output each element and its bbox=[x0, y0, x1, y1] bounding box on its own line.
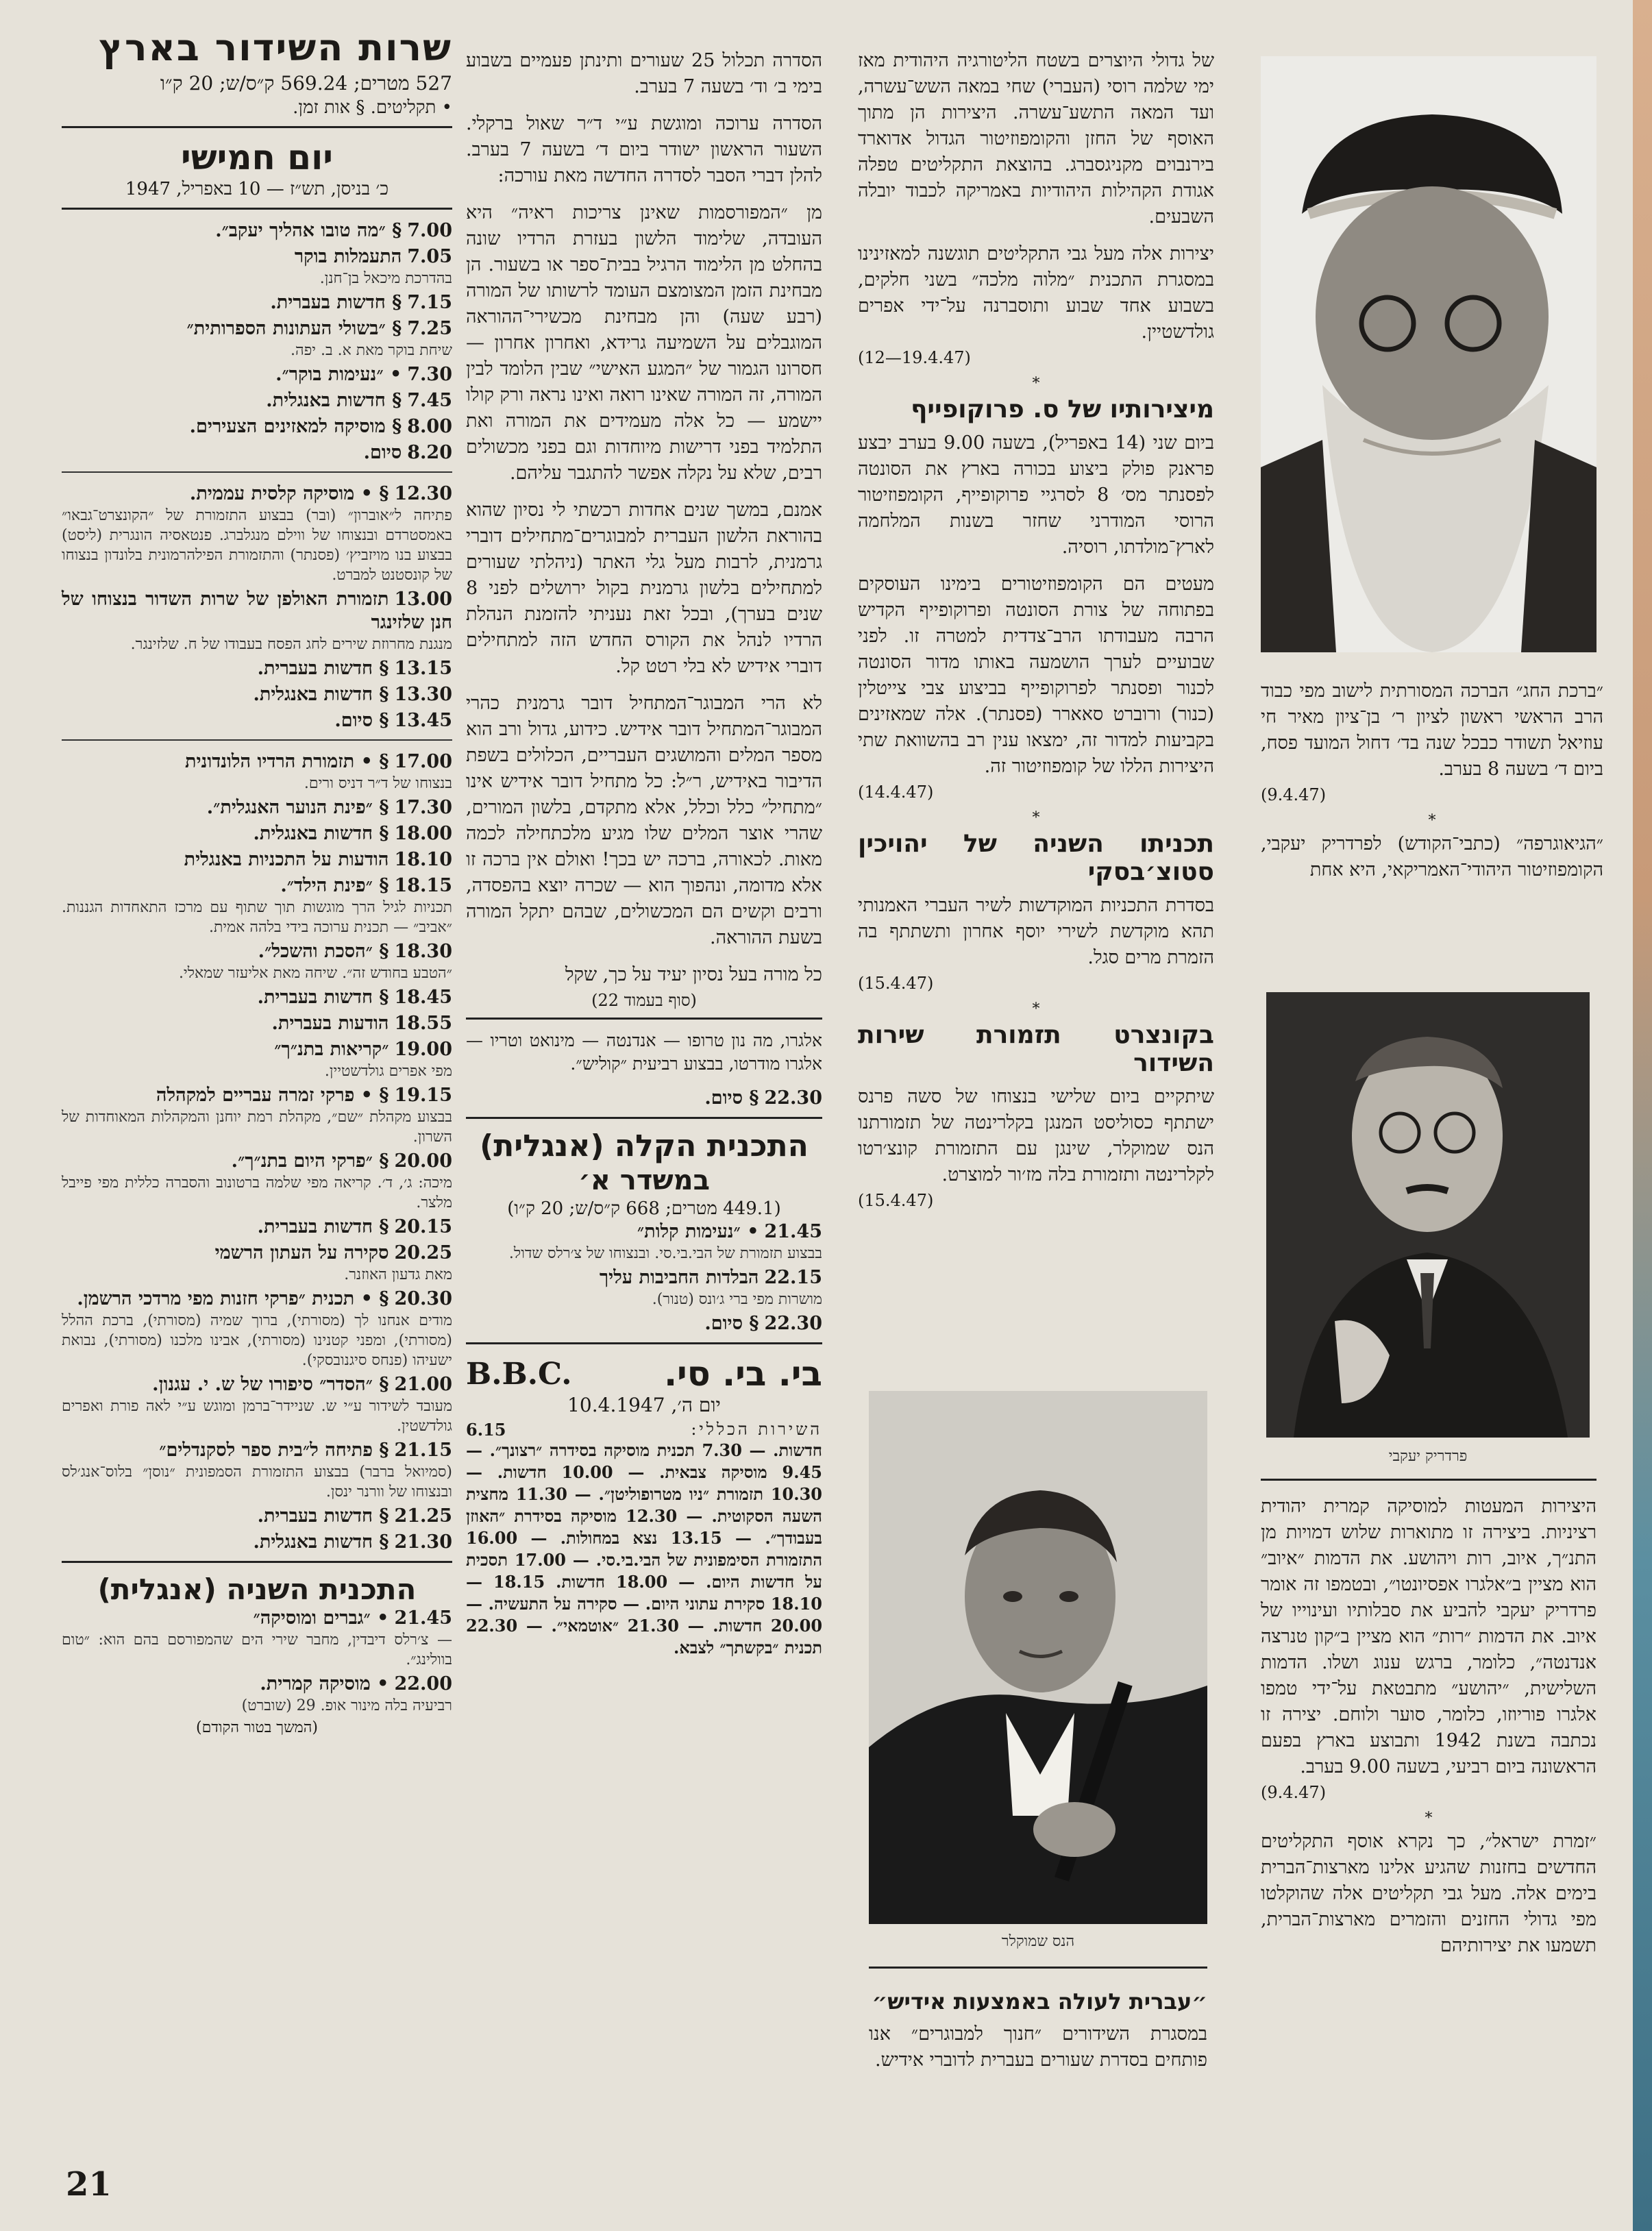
bbc-title-latin: B.B.C. bbox=[466, 1356, 572, 1392]
schedule-item: 20.25סקירה על העתון הרשמי מאת גדעון האוזנר. bbox=[214, 1242, 452, 1283]
article-paragraph: שיתקיים ביום שלישי בנצוחו של סשה פרנס ישתתף כסוליסט המנגן בקלרינטה של תזמורתנו הנס שמוקלר, שינגן עם התזמורת קונצ׳רטו לקלרינטה ותזמורת בלה מז׳ור למוצרט. bbox=[858, 1086, 1214, 1185]
schedule-item: 21.30§ חדשות באנגלית. bbox=[253, 1531, 452, 1553]
schedule-item: 7.25§ ״בשולי העתונות הספרותית״ שיחת בוקר מאת א. ב. יפה. bbox=[186, 318, 452, 359]
schedule-item: 21.45• ״גברים ומוסיקה״ — צ׳רלס דיבדין, מחבר שירי הים שהמפורסם בהם הוא: ״טום בוולינג״. bbox=[62, 1607, 452, 1668]
article-paragraph: לא הרי המבוגר־המתחיל דובר גרמנית כהרי המבוגר־המתחיל דובר אידיש. כידוע, גדול ורב הוא מספר המלים והמושגים העבריים, הכלולים בשפת הדיבור באידיש, ר״ל: כל מתחיל דובר אידיש אינו ״מתחיל״ כלל וכלל, אלא מתקדם, בלשון המורים, שהרי אוצר המלים שלו מגיע מלכתחילה לכמה מאות. לכאורה, ברכה יש בכך! ואולם אין ברכה זו אלא מדומה, ונהפוך הוא — שכרה יוצא בהפסדה, ורבים וקשים הם המכשולים, שבהם יתקל המורה בשעת ההוראה. bbox=[466, 693, 822, 948]
schedule-item: 17.00§ • תזמורת הרדיו הלונדונית בנצוחו של ד״ר דניס ורים. bbox=[185, 751, 452, 792]
continued-marker: (סוף בעמוד 22) bbox=[591, 991, 697, 1010]
light-program-subtitle: במשדר א׳ bbox=[578, 1165, 711, 1196]
schedule-item: 22.30§ סיום. bbox=[704, 1313, 822, 1334]
light-program-frequency: (449.1 מטרים; 668 ק״ס/ש; 20 ק״ו) bbox=[507, 1198, 781, 1219]
bbc-title-hebrew: בי. בי. סי. bbox=[664, 1354, 822, 1394]
schedule-item: 18.30§ ״הסכת והשכל״. ״הטבע בחודש זה״. שיחה מאת אליעזר שמאלי. bbox=[178, 941, 452, 982]
article-paragraph: ״הגיאוגרפה״ (כתבי־הקודש) לפרדריק יעקבי, הקומפוזיטור היהודי־האמריקאי, היא אחת bbox=[1261, 833, 1603, 880]
schedule-item: 13.15§ חדשות בעברית. bbox=[257, 658, 452, 679]
divider bbox=[62, 1561, 452, 1563]
second-program-title: התכנית השניה (אנגלית) bbox=[97, 1573, 417, 1606]
light-program-list bbox=[466, 1220, 822, 1335]
schedule-item: 13.45§ סיום. bbox=[334, 710, 452, 731]
section-marker: ⁎ bbox=[1425, 1805, 1433, 1822]
page-number: 21 bbox=[66, 2165, 112, 2204]
schedule-item: 22.00• מוסיקה קמרית. רביעיה בלה מינור אופ. 29 (שוברט) bbox=[241, 1673, 452, 1714]
caption-smokler: הנס שמוקלר bbox=[1001, 1933, 1075, 1950]
article-paragraph: הסדרה תכלול 25 שעורים ותינתן פעמיים בשבוע בימי ב׳ וד׳ בשעה 7 בערב. bbox=[466, 50, 822, 97]
article-column bbox=[466, 48, 822, 1670]
masthead: שרות השידור בארץ bbox=[99, 26, 452, 69]
divider bbox=[466, 1018, 822, 1020]
section-marker: ⁎ bbox=[1032, 370, 1040, 387]
music-text: אלגרו, מה נון טרופו — אנדנטה — מינואט וטריו — אלגרו מודרטו, בבצוע רביעית ״קוליש״. bbox=[466, 1031, 822, 1074]
divider bbox=[62, 208, 452, 210]
divider bbox=[466, 1117, 822, 1119]
broadcast-schedule-column bbox=[62, 27, 452, 1736]
date-reference: (9.4.47) bbox=[1261, 1783, 1327, 1802]
heading-yiddish-course: ״עברית לעולה באמצעות אידיש״ bbox=[872, 1988, 1207, 2014]
schedule-item: 21.15§ פתיחה ל״בית ספר לסקנדלים״ (סמיואל ברבר) בבצוע התזמורת הסמפונית ״נוסן״ בלוס־אנג׳לס ובנצוחו של וורנר ינסן. bbox=[62, 1440, 452, 1501]
portrait-illustration bbox=[1266, 992, 1590, 1438]
schedule-item: 8.00§ מוסיקה למאזינים הצעירים. bbox=[189, 416, 452, 437]
bbc-masthead bbox=[466, 1354, 822, 1394]
yiddish-announcement bbox=[869, 1980, 1207, 2084]
schedule-item: 7.30• ״נעימות בוקר״. bbox=[275, 364, 452, 385]
section-marker: ⁎ bbox=[1428, 807, 1436, 824]
article-paragraph: אמנם, במשך שנים אחדות רכשתי לי נסיון שהוא בהוראת הלשון העברית למבוגרים־מתחילים דוברי גרמנית, לרבות מעל גלי האתר (ניהלתי שעורים למתחילים בלשון גרמנית בקול ירושלים לפני 8 שנים בערך), ובכל זאת נעניתי להזמנת הנהלת הרדיו לנהל את הקורס החדש הזה למתחילים דוברי אידיש לא בלי רטט קל. bbox=[466, 500, 822, 677]
photo-clarinetist bbox=[869, 1391, 1207, 1924]
article-paragraph: של גדולי היוצרים בשטח הליטורגיה היהודית מאז ימי שלמה רוסי (העברי) שחי במאה השש־עשרה, ועד המאה התשע־עשרה. היצירות הן מתוך האוסף של החזן והקומפוזיטור הגדול אדוארד בירנבוים מקניגסברג. בהוצאת התקליטים טפלה אגודת הקהילות היהודיות באמריקה לכבוד יובלה השבעים. bbox=[858, 50, 1214, 227]
schedule-item: 7.45§ חדשות באנגלית. bbox=[266, 390, 452, 411]
article-paragraph: במסגרת השידורים ״חנוך למבוגרים״ אנו פותחים בסדרת שעורים בעברית לדוברי אידיש. bbox=[869, 2023, 1207, 2071]
heading-concert: בקונצרט תזמורת שירות השידור bbox=[858, 1021, 1214, 1077]
schedule-item: 8.20סיום. bbox=[363, 442, 452, 463]
photo-jacobi bbox=[1266, 992, 1590, 1438]
divider bbox=[1261, 1479, 1596, 1481]
article-paragraph: מן ״המפורסמות שאינן צריכות ראיה״ היא העובדה, שלימוד הלשון בעזרת הרדיו שונה בהחלט מן הלימוד הרגיל בבית־ספר או בשעור. הן מבחינת הזמן המצומצם העומד לרשותו של המורה (רבע שעה) והן מבחינת מכשירי־ההוראה המוגבלים על השמיעה גרידא, ואחרון אחרון — חסרונו הגמור של ״המגע האישי״ שבין הלומד לבין המורה, זה המורה שאינו רואה ואינו נראה ורק קולו יישמע — כל אלה מעמידים את המורה ואת התלמיד בפני דרישות מיוחדות וגם בפני מכשולים רבים, שלא על נקלה אפשר להתגבר עליהם. bbox=[466, 202, 822, 484]
frequency-line: 527 מטרים; 569.24 ק״ס/ש; 20 ק״ו bbox=[160, 72, 452, 95]
schedule-item: 22.15הבלדות החביבות עליך מושרות מפי ברי ג׳ונס (טנור). bbox=[599, 1267, 822, 1308]
announcements-column bbox=[858, 48, 1214, 1210]
divider bbox=[62, 471, 452, 473]
symbol-legend: • תקליטים. § אות זמן. bbox=[293, 97, 452, 118]
article-paragraph: ״זמרת ישראל״, כך נקרא אוסף התקליטים החדשים בחזנות שהגיע אלינו מארצות־הברית בימים אלה. מעל גבי תקליטים אלה שהוקלטו מפי גדולי החזנים והזמרים מארצות־הברית, תשמעו את יצירותיהם bbox=[1261, 1831, 1596, 1956]
photo-rabbi bbox=[1261, 56, 1596, 652]
continued-note: (המשך בטור הקודם) bbox=[196, 1719, 318, 1736]
divider bbox=[466, 1342, 822, 1344]
schedule-item: 13.00תזמורת האולפן של שרות השדור בנצוחו של חנן שלזינגר מנגנת מחרוזת שירים לחג הפסח בעבודו של ח. שלזינגר. bbox=[62, 589, 452, 653]
bbc-schedule-text: חדשות. — 7.30 תכנית מוסיקה בסידרה ״רצונך״. — 9.45 מוסיקה צבאית. — 10.00 חדשות. — 10.30 תזמורת ״ניו מטרופוליטן״. — 11.30 מחצית השעה הסקוטית. — 12.30 מוסיקה בסידרת ״האוזן בעבודך״. — 13.15 נצא במחולות. — 16.00 התזמורת הסימפונית של הבי.בי.סי. — 17.00 תסכית על חדשות היום. — 18.00 חדשות. 18.15 — 18.10 סקירת עתוני היום. — סקירה על התעשיה. — 20.00 חדשות. — 21.30 ״אוטמאי״. — 22.30 תכנית ״בקשתך״ לצבא. bbox=[466, 1440, 823, 1657]
schedule-item: 20.15§ חדשות בעברית. bbox=[257, 1216, 452, 1237]
bbc-date: יום ה׳, 10.4.1947 bbox=[567, 1394, 721, 1416]
music-end: 22.30§ סיום. bbox=[704, 1087, 822, 1109]
article-paragraph: כל מורה בעל נסיון יעיד על כך, שקל bbox=[565, 964, 822, 985]
schedule-item: 18.45§ חדשות בעברית. bbox=[257, 987, 452, 1008]
date-reference: (9.4.47) bbox=[1261, 785, 1327, 804]
page-edge-strip bbox=[1633, 0, 1652, 2231]
date-reference: (14.4.47) bbox=[858, 782, 934, 802]
divider bbox=[62, 739, 452, 741]
portrait-illustration bbox=[1261, 56, 1596, 652]
schedule-item: 7.05התעמלות בוקר בהדרכת מיכאל בן־חנן. bbox=[294, 246, 452, 287]
schedule-item: 7.15§ חדשות בעברית. bbox=[270, 292, 452, 313]
date-reference: (15.4.47) bbox=[858, 974, 934, 993]
schedule-item: 21.25§ חדשות בעברית. bbox=[257, 1505, 452, 1527]
schedule-item: 7.00§ ״מה טובו אהליך יעקב״. bbox=[215, 220, 452, 241]
schedule-item: 18.55הודעות בעברית. bbox=[271, 1013, 452, 1034]
schedule-item: 20.00§ ״פרקי היום בתנ״ך״. מיכה: ג׳, ד׳. קריאה מפי שלמה ברטונוב והסברה כללית מפי פייבל מלצר. bbox=[62, 1150, 452, 1211]
schedule-item: 13.30§ חדשות באנגלית. bbox=[253, 684, 452, 705]
schedule-item: 21.45• ״נעימות קלות״ בבצוע תזמורת של הבי.בי.סי. ובנצוחו של צ׳רלס שדול. bbox=[508, 1221, 822, 1262]
schedule-item: 17.30§ ״פינת הנוער האנגלית״. bbox=[206, 797, 452, 818]
divider bbox=[869, 1967, 1207, 1969]
divider bbox=[62, 126, 452, 128]
schedule-item: 19.15§ • פרקי זמרה עבריים למקהלה בבצוע מקהלת ״שם״, מקהלת רמת יוחנן והמקהלות המאוחדות של השרון. bbox=[62, 1085, 452, 1146]
schedule-item: 18.00§ חדשות באנגלית. bbox=[253, 823, 452, 844]
heading-stutchevsky: תכניתו השניה של יהויכין סטוצ׳בסקי bbox=[858, 830, 1214, 886]
article-paragraph: בסדרת התכניות המוקדשות לשיר העברי האמנותי תהא מוקדשת לשירי יוסף אחרון ותשתתף בה הזמרת מרים סגל. bbox=[858, 895, 1214, 968]
heading-prokofiev: מיצירותיו של ס. פרוקופייף bbox=[911, 395, 1214, 423]
schedule-item: 18.10הודעות על התכניות באנגלית bbox=[184, 849, 452, 870]
section-marker: ⁎ bbox=[1032, 996, 1040, 1013]
article-paragraph: ״ברכת החג״ הברכה המסורתית לישוב מפי כבוד הרב הראשי ראשון לציון ר׳ בן־ציון מאיר חי עוזיאל תשודר כבכל שנה בד׳ דחול המועד פסח, ביום ד׳ בשעה 8 בערב. bbox=[1261, 680, 1603, 780]
article-paragraph: מעטים הם הקומפוזיטורים בימינו העוסקים בפתוחה של צורת הסונטה ופרוקופייף הקדיש הרבה מעבודתו הרב־צדדית למטרה זו. לפני שבועיים לערך הושמעה באותו מדור הסונטה לכנור ופסנתר לפרוקופייף בביצוע צבי צייטלין (כנור) ורוברט סאארר (פסנתר). אלה שמאזינים בקביעות למדור זה, ימצאו ענין רב בהשוואת שתי היצירות הללו של קומפוזיטור זה. bbox=[858, 574, 1214, 777]
date-reference: (15.4.47) bbox=[858, 1191, 934, 1210]
light-program-title: התכנית הקלה (אנגלית) bbox=[480, 1129, 809, 1163]
caption-jacobi: פרדריק יעקבי bbox=[1388, 1448, 1468, 1465]
day-title: יום חמישי bbox=[181, 138, 333, 177]
date-reference: (12—19.4.47) bbox=[858, 348, 971, 367]
article-paragraph: היצירות המעטות למוסיקה קמרית יהודית רציניות. ביצירה זו מתוארות שלוש דמויות מן התנ״ך, איוב, רות ויהושע. את הדמות ״איוב״ הוא מציין ב״אלגרו אפסיונטו״, ובטמפו זה אומר פרדריק יעקבי להביע את סבלותיו ועינוייו של איוב. את הדמות ״רות״ הוא מציין ב״קון טנרצה אנדנטה״, כלומר, ברגש ענוג ושלו. הדמות השלישית, ״יהושע״ מתבטאת על־ידי טמפו אלגרו פוריוזו, כלומר, סוער ולוחם. יצירה זו נכתבה בשנת 1942 ותבוצע בארץ בפעם הראשונה ביום רביעי, בשעה 9.00 בערב. bbox=[1261, 1496, 1596, 1777]
schedule-item: 12.30§ • מוסיקה קלסית עממית. פתיחה ל״אוברון״ (ובר) בבצוע התזמורת של ״הקונצרט־גבאו״ באמסטרדם ובנצוחו של ווילם מנגלברג. פנטאסיה הונגרית (ליסט) בבצוע בנו מויזביץ׳ (פסנתר) והתזמורת הפילהרמונית בלונדון בנצוחו של קונסטנט למברט. bbox=[62, 483, 452, 584]
article-paragraph: יצירות אלה מעל גבי התקליטים תוגשנה למאזינינו במסגרת התכנית ״מלוה מלכה״ בשני חלקים, בשבוע אחד שבוע ותוסברנה על־ידי אפרים גולדשטיין. bbox=[858, 243, 1214, 343]
jacobi-article bbox=[1261, 1494, 1596, 1970]
schedule-list bbox=[62, 219, 452, 1554]
article-paragraph: ביום שני (14 באפריל), בשעה 9.00 בערב יבצע פראנק פולק ביצוע בכורה בארץ את הסונטה לפסנתר מס׳ 8 לסרגיי פרוקופייף, הקומפוזיטור הרוסי המודרני שחזר בשנות המלחמה לארץ־מולדתו, רוסיה. bbox=[858, 432, 1215, 558]
bbc-service: השירות הכללי: 6.15 bbox=[466, 1420, 822, 1440]
schedule-item: 18.15§ ״פינת הילד״. תכניות לגיל הרך מוגשות תוך שתוף עם מרכז התאחדות הגננות. ״אביב״ — תכנית ערוכה בידי בלהה אמית. bbox=[62, 875, 452, 936]
schedule-item: 21.00§ ״הסדר״ סיפורו של ש. י. עגנון. מעובד לשידור ע״י ש. שניידר־ברמן ומוגש ע״י לאה פורת ואפרים גולדשטין. bbox=[62, 1374, 452, 1435]
portrait-illustration bbox=[869, 1391, 1207, 1924]
article-paragraph: הסדרה ערוכה ומוגשת ע״י ד״ר שאול ברקלי. השעור הראשון ישודר ביום ד׳ בשעה 7 בערב. להלן דברי הסבר לסדרה החדשה מאת עורכה: bbox=[466, 113, 823, 186]
second-program-list bbox=[62, 1607, 452, 1716]
schedule-item: 19.00״קריאות בתנ״ך״ מפי אפרים גולדשטיין. bbox=[274, 1039, 452, 1080]
schedule-item: 20.30§ • תכנית ״פרקי חזנות מפי מרדכי הרשמן. מודים אנחנו לך (מסורתי), ברוך שמיה (מסורתי), ברכת ההלל (מסורתי), ומפני קטנינו (מסורתי), אבינו מלכנו (מסורתי), נבואת ישעיהו (פנחס סיגנובסקי). bbox=[62, 1288, 452, 1369]
section-marker: ⁎ bbox=[1032, 804, 1040, 822]
birkat-hachag-announcement bbox=[1261, 678, 1603, 894]
date-line: כ׳ בניסן, תש״ז — 10 באפריל, 1947 bbox=[125, 179, 389, 199]
